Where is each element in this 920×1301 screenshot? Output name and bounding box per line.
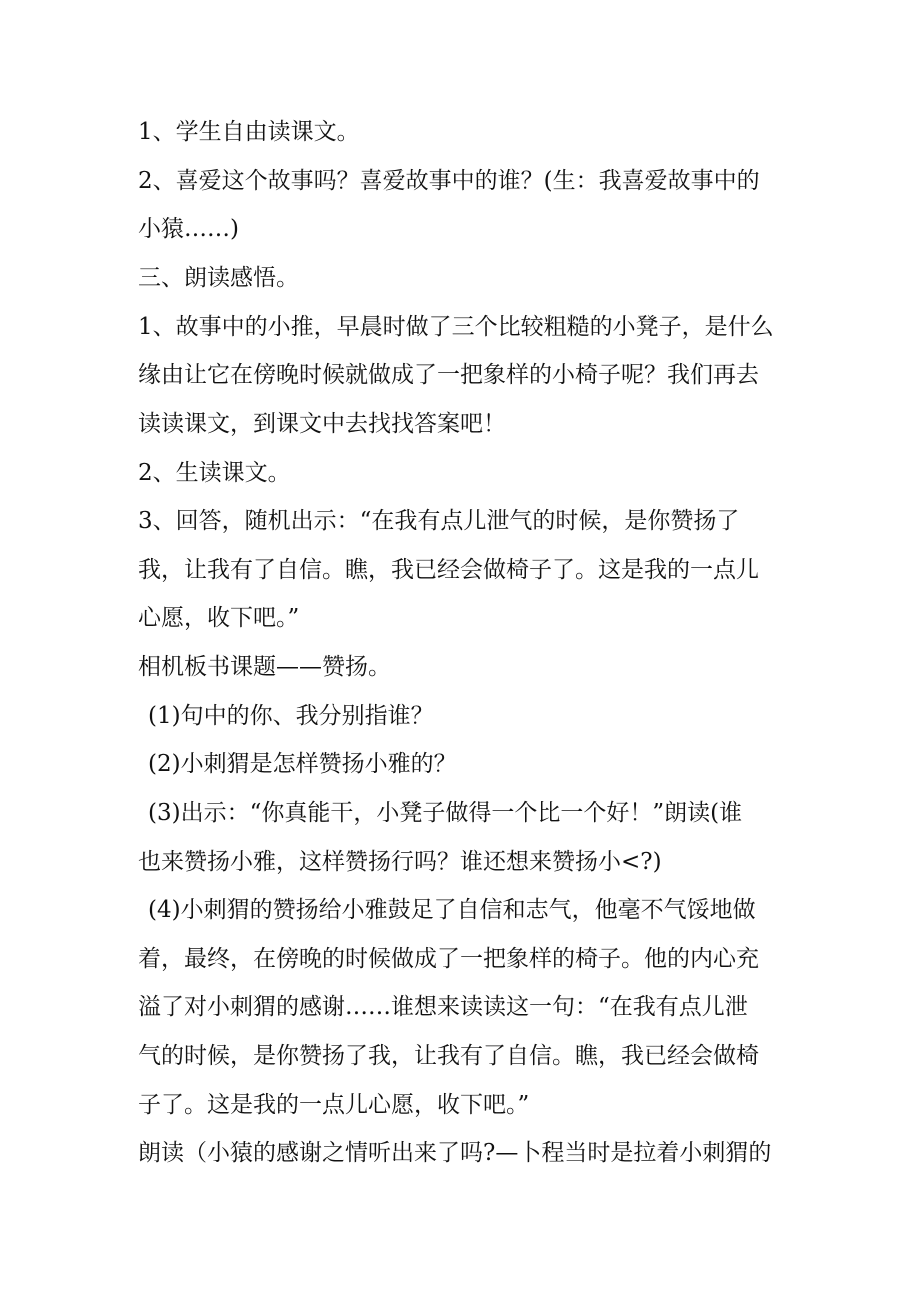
text-line-22: 朗读（小猿的感谢之情听出来了吗?—卜程当时是拉着小刺猬的 <box>138 1140 772 1166</box>
text-line-17: (4)小刺猬的赞扬给小雅鼓足了自信和志气，他毫不气馁地做 <box>148 897 756 923</box>
text-line-1: 1、学生自由读课文。 <box>138 119 360 145</box>
text-line-5: 1、故事中的小推，早晨时做了三个比较粗糙的小凳子，是什么 <box>138 314 774 340</box>
text-line-4: 三、朗读感悟。 <box>138 265 299 291</box>
text-line-3: 小猿……) <box>138 216 239 242</box>
text-line-21: 子了。这是我的一点儿心愿，收下吧。” <box>138 1092 530 1118</box>
text-line-19: 溢了对小刺猬的感谢……谁想来读读这一句：“在我有点儿泄 <box>138 994 748 1020</box>
text-line-2: 2、喜爱这个故事吗？喜爱故事中的谁？(生：我喜爱故事中的 <box>138 168 760 194</box>
text-line-11: 心愿，收下吧。” <box>138 605 300 631</box>
text-line-7: 读读课文，到课文中去找找答案吧！ <box>138 411 506 437</box>
text-line-13: (1)句中的你、我分别指谁？ <box>148 703 434 729</box>
text-line-20: 气的时候，是你赞扬了我，让我有了自信。瞧，我已经会做椅 <box>138 1043 759 1069</box>
text-line-8: 2、生读课文。 <box>138 460 291 486</box>
text-line-14: (2)小刺猬是怎样赞扬小雅的？ <box>148 751 457 777</box>
text-line-9: 3、回答，随机出示：“在我有点儿泄气的时候，是你赞扬了 <box>138 508 740 534</box>
text-line-16: 也来赞扬小雅，这样赞扬行吗？谁还想来赞扬小<?) <box>138 849 662 875</box>
text-line-6: 缘由让它在傍晚时候就做成了一把象样的小椅子呢？我们再去 <box>138 362 759 388</box>
text-line-18: 着，最终，在傍晚的时候做成了一把象样的椅子。他的内心充 <box>138 946 759 972</box>
text-line-15: (3)出示：“你真能干，小凳子做得一个比一个好！”朗读(谁 <box>148 800 743 826</box>
text-line-10: 我，让我有了自信。瞧，我已经会做椅子了。这是我的一点儿 <box>138 557 759 583</box>
text-line-12: 相机板书课题——赞扬。 <box>138 654 391 680</box>
